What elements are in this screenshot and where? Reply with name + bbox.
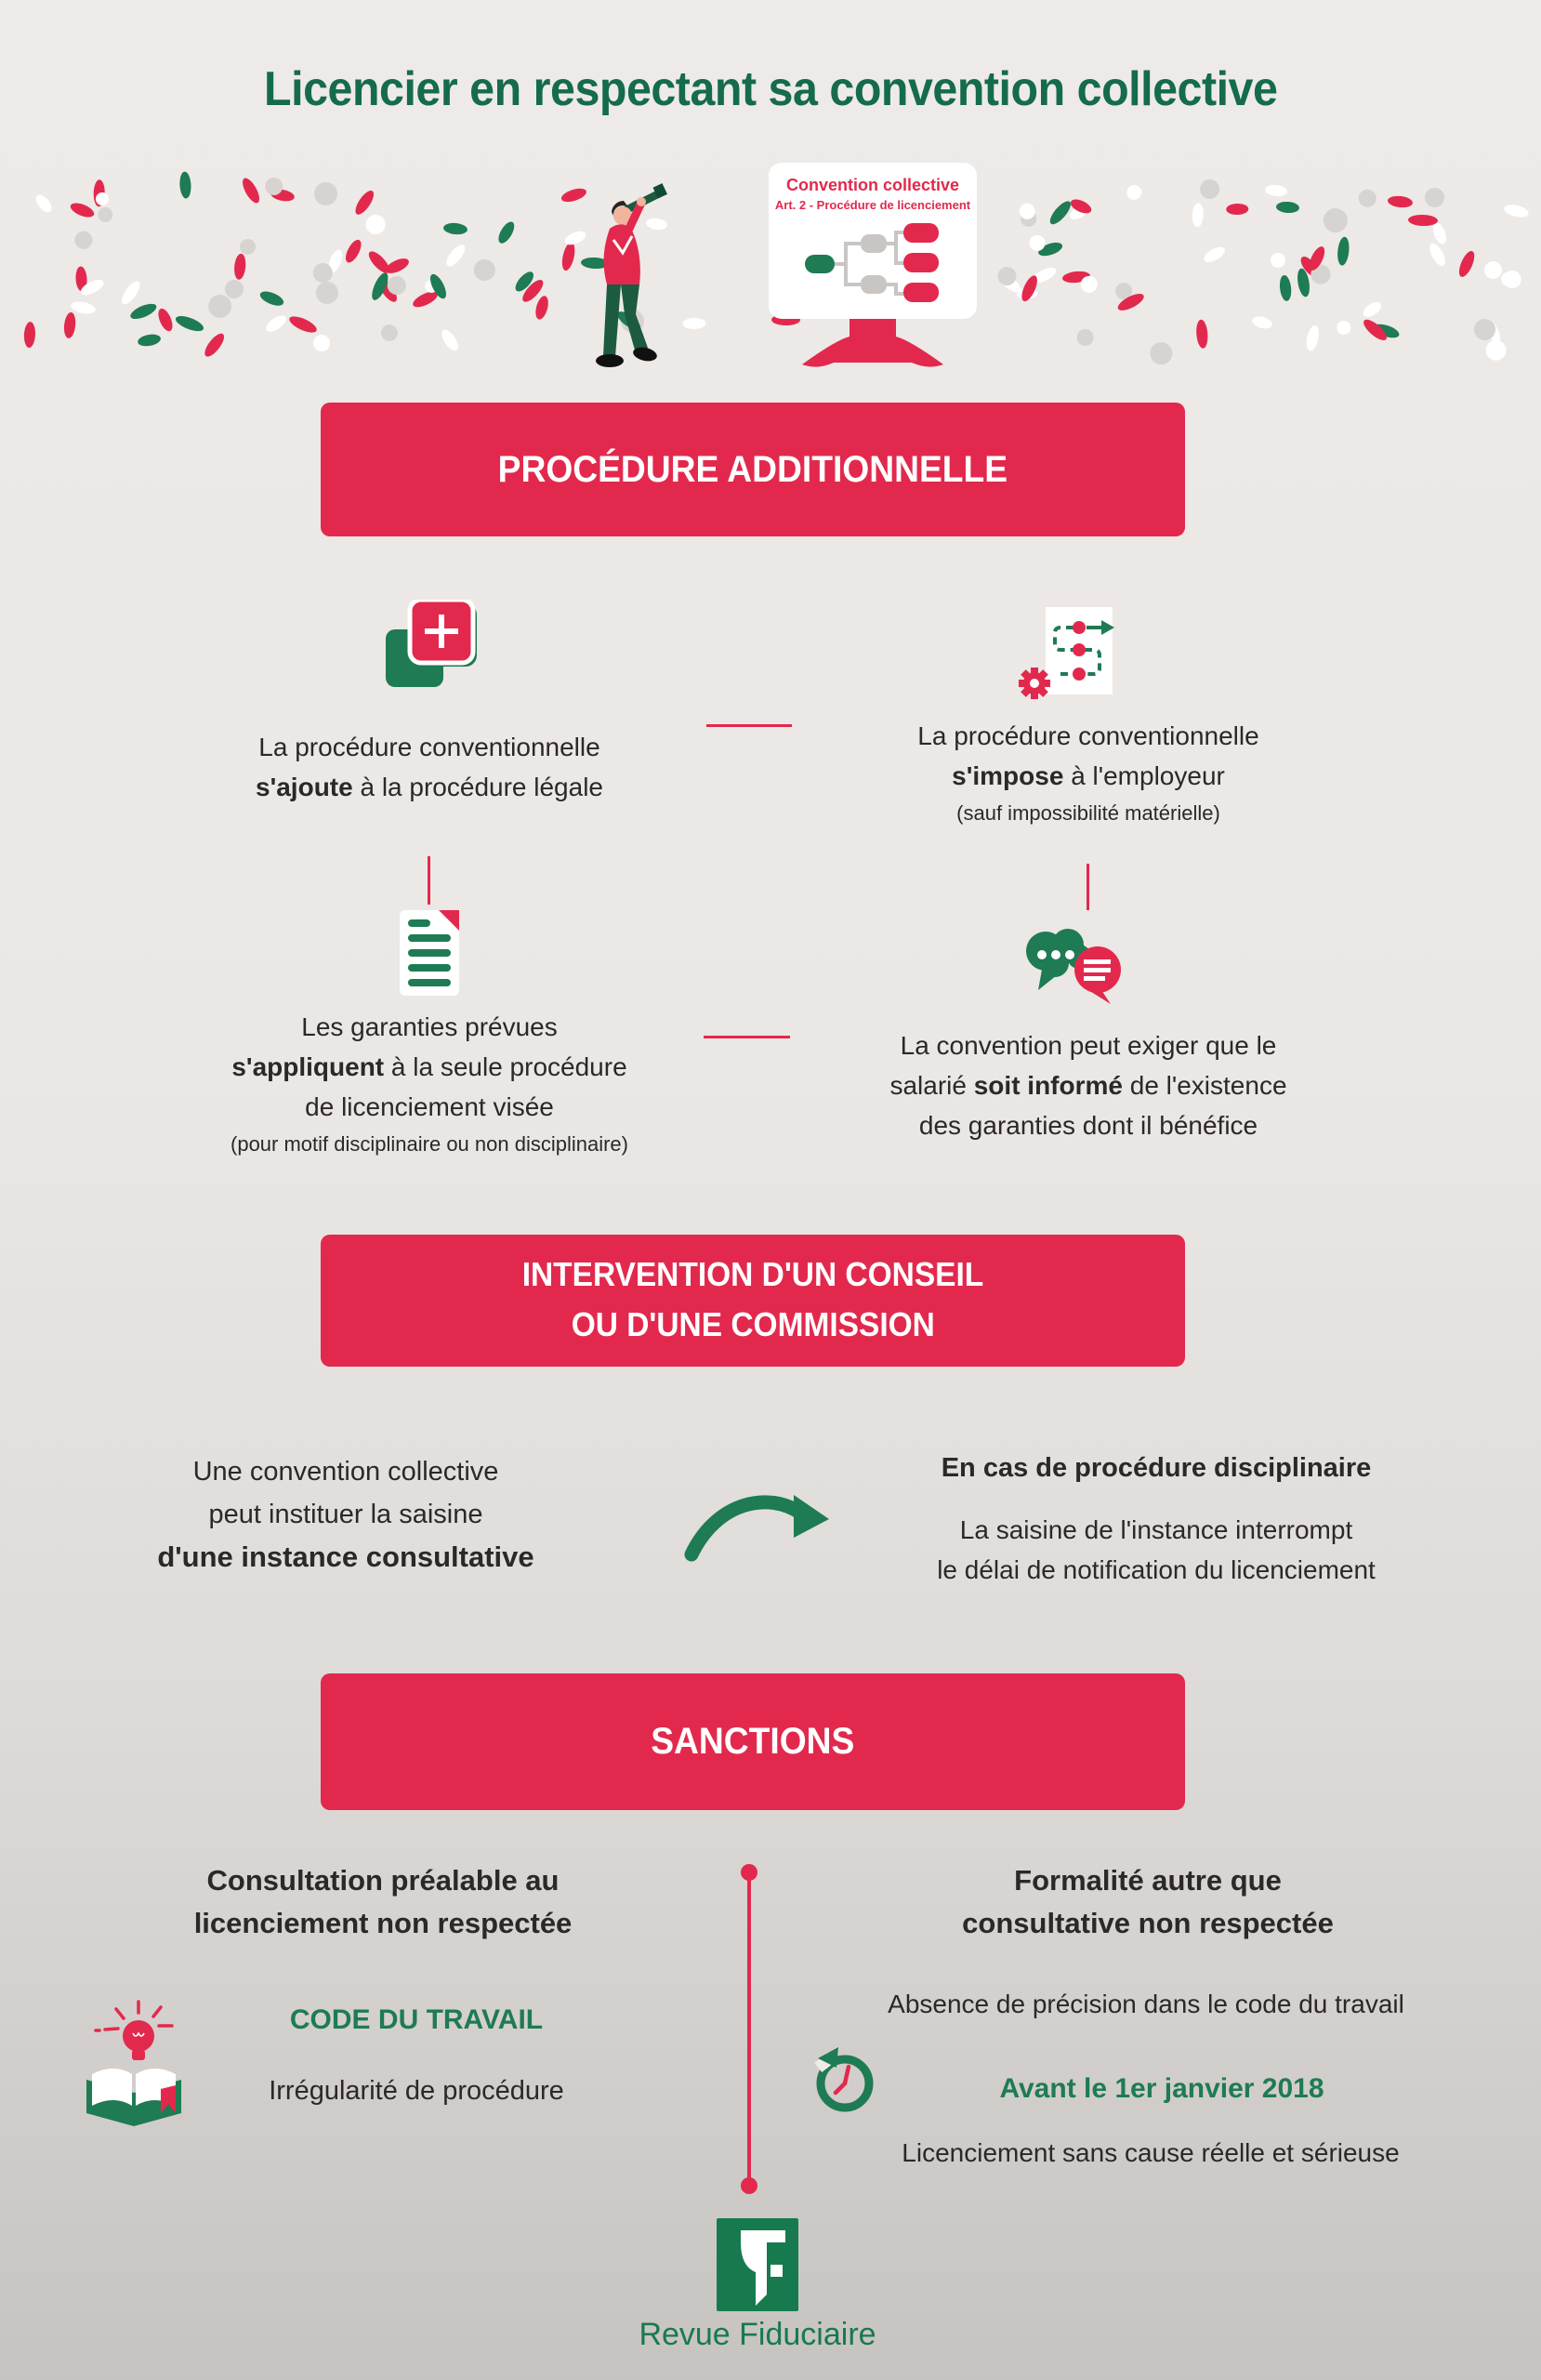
confetti-dot [137,333,162,348]
confetti-dot [287,313,319,336]
presentation-board [769,163,977,319]
timeline-dot-bottom [741,2177,757,2194]
board-title: Convention collective [785,176,960,194]
confetti-dot [1503,203,1530,219]
confetti-dot [1268,250,1288,271]
confetti-dot [1336,320,1351,336]
confetti-dot [352,188,377,218]
confetti-dot [258,288,285,308]
card-informe-line2: salarié soit informé de l'existence [889,1071,1287,1100]
intervention-right-text [937,1447,1376,1590]
confetti-dot [1195,319,1208,348]
presentation-board-stand [793,312,953,368]
confetti-dot [1358,188,1378,208]
confetti-dot [1147,339,1177,369]
curved-arrow-icon [684,1480,833,1568]
intervention-left-line3: d'une instance consultative [157,1540,534,1573]
card-informe-line3: des garanties dont il bénéfice [918,1111,1258,1140]
intervention-right-heading: En cas de procédure disciplinaire [941,1453,1372,1483]
confetti-dot [118,278,143,307]
history-clock-icon [810,2045,879,2114]
confetti-dot [174,313,205,335]
confetti-dot [1075,328,1095,348]
plus-squares-icon [376,600,488,700]
confetti-dot [240,176,263,205]
confetti-dot [377,321,401,344]
rf-logo [717,2218,798,2311]
timeline-dot-top [741,1864,757,1881]
confetti-dot [1319,204,1352,237]
telescope-person-illustration [576,173,673,372]
confetti-dot [1360,299,1383,321]
connector-line [704,1036,790,1038]
connector-line [1087,864,1089,910]
rf-logo-glyph [717,2218,798,2311]
confetti-dot [1408,214,1438,226]
confetti-dot [1125,183,1143,202]
brand-name: Revue Fiduciaire [639,2317,876,2352]
confetti-dot [1483,260,1502,279]
card-ajoute-line1: La procédure conventionnelle [258,733,600,761]
confetti-dot [69,201,97,220]
flowchart-icon [803,221,942,307]
confetti-dot [202,331,228,360]
confetti-dot [342,238,363,265]
confetti-dot [1305,324,1322,352]
banner-sanctions: SANCTIONS [321,1673,1185,1810]
code-du-travail-label: CODE DU TRAVAIL [289,2004,544,2035]
confetti-dot [443,221,468,234]
confetti-dot [312,278,343,309]
banner-procedure-additionnelle: PROCÉDURE ADDITIONNELLE [321,403,1185,536]
confetti-dot [310,331,334,355]
book-idea-icon [79,1994,189,2132]
card-garanties-text [230,1007,628,1162]
card-informe-line1: La convention peut exiger que le [900,1031,1277,1060]
card-impose-line2: s'impose à l'employeur [952,761,1225,790]
confetti-dot [1226,203,1249,215]
confetti-dot [72,228,96,252]
confetti-dot [63,312,77,339]
confetti-dot [560,242,577,272]
intervention-right-line2: le délai de notification du licenciement [937,1555,1376,1584]
confetti-dot [495,219,517,245]
confetti-dot [364,213,388,236]
sanctions-right-text1: Absence de précision dans le code du travail [888,1990,1404,2018]
confetti-dot [264,312,289,335]
confetti-dot [387,275,407,296]
confetti-dot [96,192,109,205]
card-ajoute-line2: s'ajoute à la procédure légale [256,773,603,801]
confetti-dot [1265,184,1288,197]
confetti-dot [1279,274,1293,301]
connector-line [706,724,792,727]
confetti-dot [1388,195,1414,209]
confetti-dot [1192,203,1204,227]
confetti-dot [1276,202,1299,215]
card-garanties-line1: Les garanties prévues [301,1012,558,1041]
sanctions-left-heading: Consultation préalable au licenciement non respectée [193,1864,573,1939]
card-garanties-line3: de licenciement visée [305,1092,554,1121]
sanctions-right-text2: Licenciement sans cause réelle et sérieuse [902,2138,1400,2167]
confetti-dot [313,181,339,207]
board-subtitle: Art. 2 - Procédure de licenciement [774,198,971,212]
confetti-dot [1455,248,1477,278]
confetti-dot [533,295,549,321]
confetti-dot [439,327,461,353]
sanctions-left-text: Irrégularité de procédure [269,2076,564,2106]
confetti-dot [233,253,247,280]
confetti-dot [443,243,468,271]
confetti-dot [155,307,175,333]
card-impose-note: (sauf impossibilité matérielle) [956,801,1220,825]
confetti-dot [1427,241,1449,269]
confetti-dot [178,171,191,199]
card-ajoute-text [256,727,603,807]
card-garanties-line2: s'appliquent à la seule procédure [231,1052,627,1081]
sanctions-right-heading: Formalité autre que consultative non respectée [962,1864,1334,1939]
confetti-dot [1201,245,1227,266]
intervention-left-text [157,1450,533,1579]
chat-bubbles-icon [1018,916,1131,1007]
workflow-icon [1008,602,1129,707]
confetti-dot [1337,236,1350,266]
card-informe-text [889,1025,1286,1145]
intervention-right-line1: La saisine de l'instance interrompt [959,1515,1353,1544]
document-icon [392,906,467,999]
banner-intervention: INTERVENTION D'UN CONSEIL OU D'UNE COMMISSION [321,1235,1185,1367]
confetti-dot [33,192,54,215]
confetti-dot [681,318,705,329]
confetti-dot [1250,314,1273,330]
confetti-dot [127,301,158,323]
confetti-dot [24,322,36,348]
connector-line [428,856,430,905]
card-impose-line1: La procédure conventionnelle [917,721,1259,750]
card-garanties-note: (pour motif disciplinaire ou non disciplinaire) [230,1132,628,1156]
confetti-dot [473,258,497,282]
sanctions-right-date: Avant le 1er janvier 2018 [999,2073,1324,2104]
page-title: Licencier en respectant sa convention collective [263,62,1278,116]
timeline-line [747,1880,751,2179]
intervention-left-line2: peut instituer la saisine [208,1500,483,1529]
confetti-dot [1423,186,1446,209]
confetti-dot [1195,175,1223,203]
card-impose-text [917,716,1258,831]
confetti-dot [97,207,113,224]
intervention-left-line1: Une convention collective [192,1457,499,1487]
